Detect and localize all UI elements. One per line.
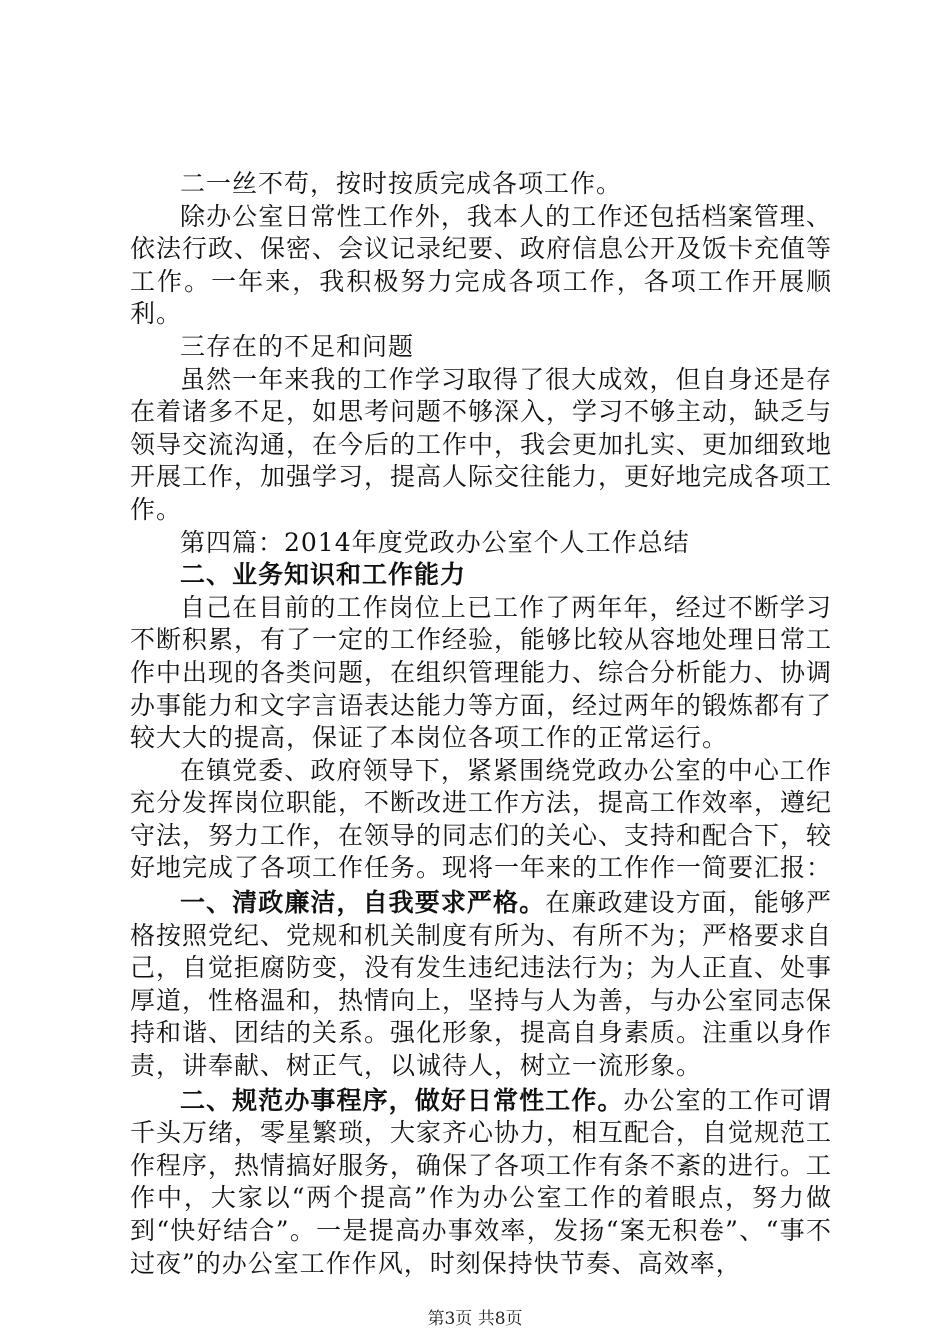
document-body [130, 168, 832, 1280]
paragraph-integrity [130, 887, 832, 1083]
page-footer: 第3页 共8页 [427, 1309, 523, 1329]
paragraph-procedures-text: 办公室的工作可谓千头万绪，零星繁琐，大家齐心协力，相互配合，自觉规范工作程序，热情搞好服务，确保了各项工作有条不紊的进行。工作中，大家以“两个提高”作为办公室工作的着眼点，努力做到“快好结合”。一是提高办事效率，发扬“案无积卷”、“事不过夜”的办公室工作作风，时刻保持快节奏、高效率， [130, 1085, 833, 1278]
paragraph-knowledge: 自己在目前的工作岗位上已工作了两年年，经过不断学习不断积累，有了一定的工作经验，能够比较从容地处理日常工作中出现的各类问题，在组织管理能力、综合分析能力、协调办事能力和文字言语表达能力等方面，经过两年的锻炼都有了较大大的提高，保证了本岗位各项工作的正常运行。 [130, 592, 833, 753]
paragraph-integrity-lead: 一、清政廉洁，自我要求严格。 [180, 888, 546, 918]
paragraph-shortcomings: 虽然一年来我的工作学习取得了很大成效，但自身还是存在着诸多不足，如思考问题不够深入，学习不够主动，缺乏与领导交流沟通，在今后的工作中，我会更加扎实、更加细致地开展工作，加强学习，提高人际交往能力，更好地完成各项工作。 [130, 364, 833, 524]
chapter-title: 第四篇：2014年度党政办公室个人工作总结 [180, 527, 690, 557]
paragraph-procedures [130, 1085, 832, 1281]
section-heading-knowledge: 二、业务知识和工作能力 [180, 560, 467, 590]
paragraph-integrity-text: 在廉政建设方面，能够严格按照党纪、党规和机关制度有所为、有所不为；严格要求自己，自觉拒腐防变，没有发生违纪违法行为；为人正直、处事厚道，性格温和，热情向上，坚持与人为善，与办公室同志保持和谐、团结的关系。强化形象，提高自身素质。注重以身作责，讲奉献、树正气，以诚待人，树立一流形象。 [130, 888, 833, 1081]
section-heading-shortcomings: 三存在的不足和问题 [180, 331, 415, 361]
paragraph-overview: 在镇党委、政府领导下，紧紧围绕党政办公室的中心工作充分发挥岗位职能，不断改进工作方法，提高工作效率，遵纪守法，努力工作，在领导的同志们的关心、支持和配合下，较好地完成了各项工作任务。现将一年来的工作作一简要汇报： [130, 755, 833, 883]
paragraph-procedures-lead: 二、规范办事程序，做好日常性工作。 [180, 1085, 624, 1115]
paragraph-1: 二一丝不苟，按时按质完成各项工作。 [180, 169, 623, 198]
paragraph-2: 除办公室日常性工作外，我本人的工作还包括档案管理、依法行政、保密、会议记录纪要、政府信息公开及饭卡充值等工作。一年来，我积极努力完成各项工作，各项工作开展顺利。 [130, 201, 833, 329]
